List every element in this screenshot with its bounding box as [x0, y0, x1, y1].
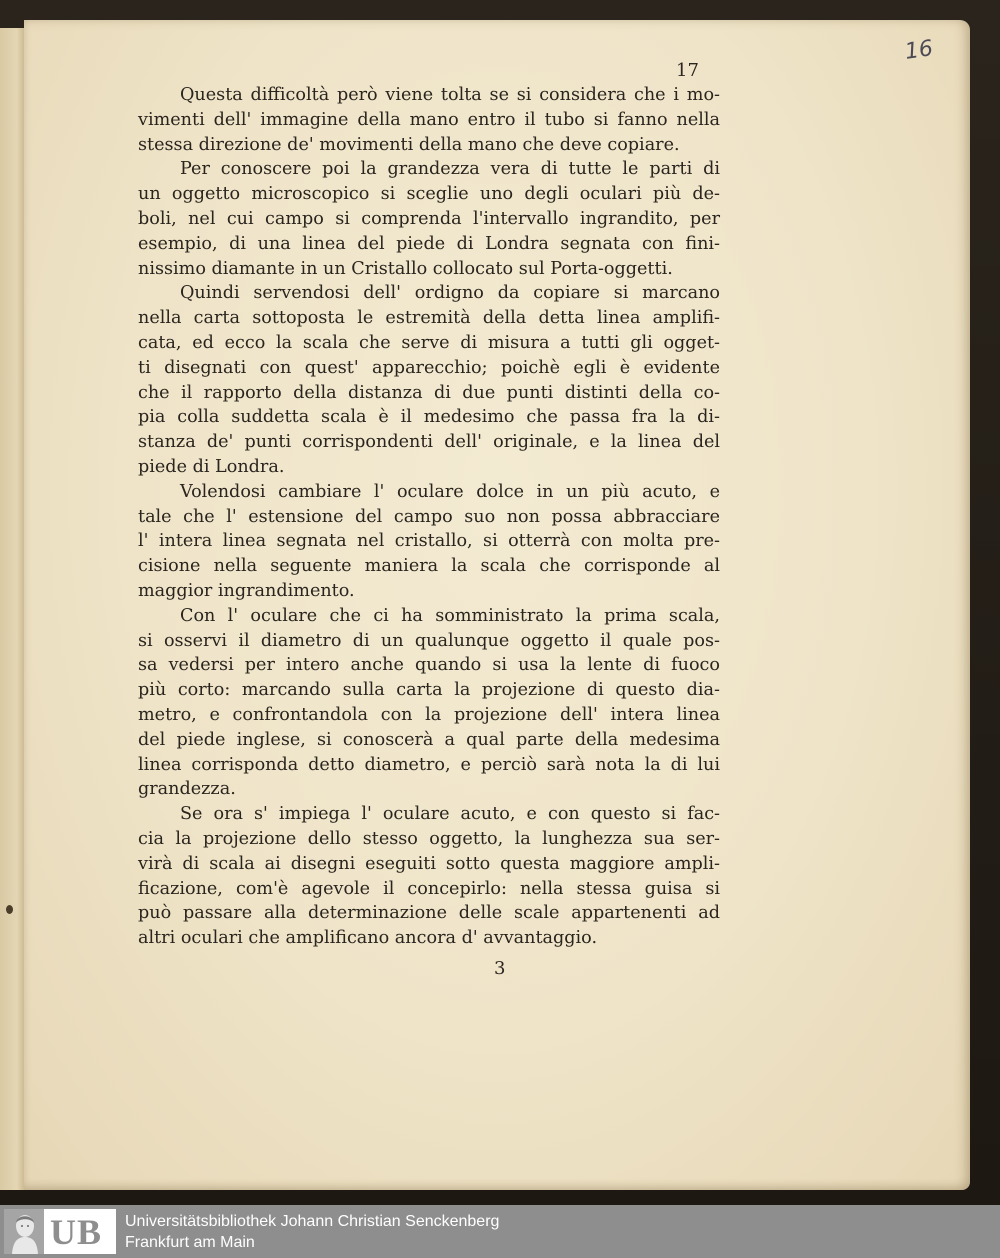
library-name-line2: Frankfurt am Main — [125, 1234, 255, 1251]
text-line: che il rapporto della distanza di due punti distinti della co- — [138, 382, 720, 403]
library-footer — [0, 1205, 1000, 1258]
text-line: ti disegnati con quest' apparecchio; poichè egli è evidente — [138, 357, 720, 378]
text-line: tale che l' estensione del campo suo non possa abbracciare — [138, 506, 720, 527]
text-line: più corto: marcando sulla carta la projezione di questo dia- — [138, 680, 720, 701]
binding-hole — [6, 905, 13, 914]
text-line: Volendosi cambiare l' oculare dolce in un più acuto, e — [180, 481, 720, 502]
portrait-icon — [4, 1209, 44, 1254]
text-line: linea corrisponda detto diametro, e perciò sarà nota la di lui — [138, 754, 720, 775]
text-line: Con l' oculare che ci ha somministrato la prima scala, — [180, 605, 720, 626]
text-line: Questa difficoltà però viene tolta se si considera che i mo- — [180, 85, 720, 105]
text-line: stanza de' punti corrispondenti dell' originale, e la linea del — [138, 432, 720, 453]
text-line: cisione nella seguente maniera la scala che corrisponde al — [138, 556, 720, 577]
previous-page-edge — [0, 28, 25, 1190]
text-line: piede di Londra. — [138, 456, 285, 477]
text-line: nissimo diamante in un Cristallo collocato sul Porta-oggetti. — [138, 258, 673, 279]
ub-logo-text: UB — [50, 1211, 103, 1252]
text-line: nella carta sottoposta le estremità della detta linea amplifi- — [138, 308, 720, 329]
text-line: vimenti dell' immagine della mano entro il tubo si fanno nella — [138, 109, 720, 130]
text-line: virà di scala ai disegni eseguiti sotto questa maggiore ampli- — [138, 853, 720, 874]
text-line: maggior ingrandimento. — [138, 580, 355, 601]
text-line: del piede inglese, si conoscerà a qual parte della medesima — [138, 729, 720, 750]
text-line: si osservi il diametro di un qualunque oggetto il quale pos- — [138, 630, 720, 651]
text-line: altri oculari che amplificano ancora d' avvantaggio. — [138, 928, 598, 949]
text-line: esempio, di una linea del piede di Londra segnata con fini- — [138, 233, 720, 254]
page-number: 17 — [676, 60, 699, 81]
text-line: cata, ed ecco la scala che serve di misura a tutti gli ogget- — [138, 332, 720, 353]
text-line: cia la projezione dello stesso oggetto, la lunghezza sua ser- — [138, 828, 720, 849]
text-line: un oggetto microscopico si sceglie uno degli oculari più de- — [138, 184, 720, 205]
library-name — [125, 1211, 499, 1253]
handwritten-folio-mark: 16 — [903, 36, 935, 65]
text-line: l' intera linea segnata nel cristallo, si otterrà con molta pre- — [138, 531, 720, 552]
text-line: Se ora s' impiega l' oculare acuto, e con questo si fac- — [180, 804, 720, 825]
body-text — [138, 83, 720, 951]
text-line: ficazione, com'è agevole il concepirlo: nella stessa guisa si — [138, 878, 720, 899]
text-line: grandezza. — [138, 779, 236, 800]
signature-mark: 3 — [494, 958, 506, 979]
text-line: Quindi servendosi dell' ordigno da copiare si marcano — [180, 283, 720, 304]
library-logo[interactable] — [4, 1209, 116, 1254]
text-line: pia colla suddetta scala è il medesimo che passa fra la di- — [138, 407, 720, 428]
text-line: stessa direzione de' movimenti della mano che deve copiare. — [138, 134, 680, 155]
text-line: boli, nel cui campo si comprenda l'intervallo ingrandito, per — [138, 208, 720, 229]
text-line: Per conoscere poi la grandezza vera di tutte le parti di — [180, 159, 720, 180]
text-line: può passare alla determinazione delle scale appartenenti ad — [138, 903, 720, 924]
text-line: sa vedersi per intero anche quando si usa la lente di fuoco — [138, 655, 720, 676]
library-name-line1: Universitätsbibliothek Johann Christian Senckenberg — [125, 1213, 500, 1230]
text-line: metro, e confrontandola con la projezione dell' intera linea — [138, 704, 720, 725]
